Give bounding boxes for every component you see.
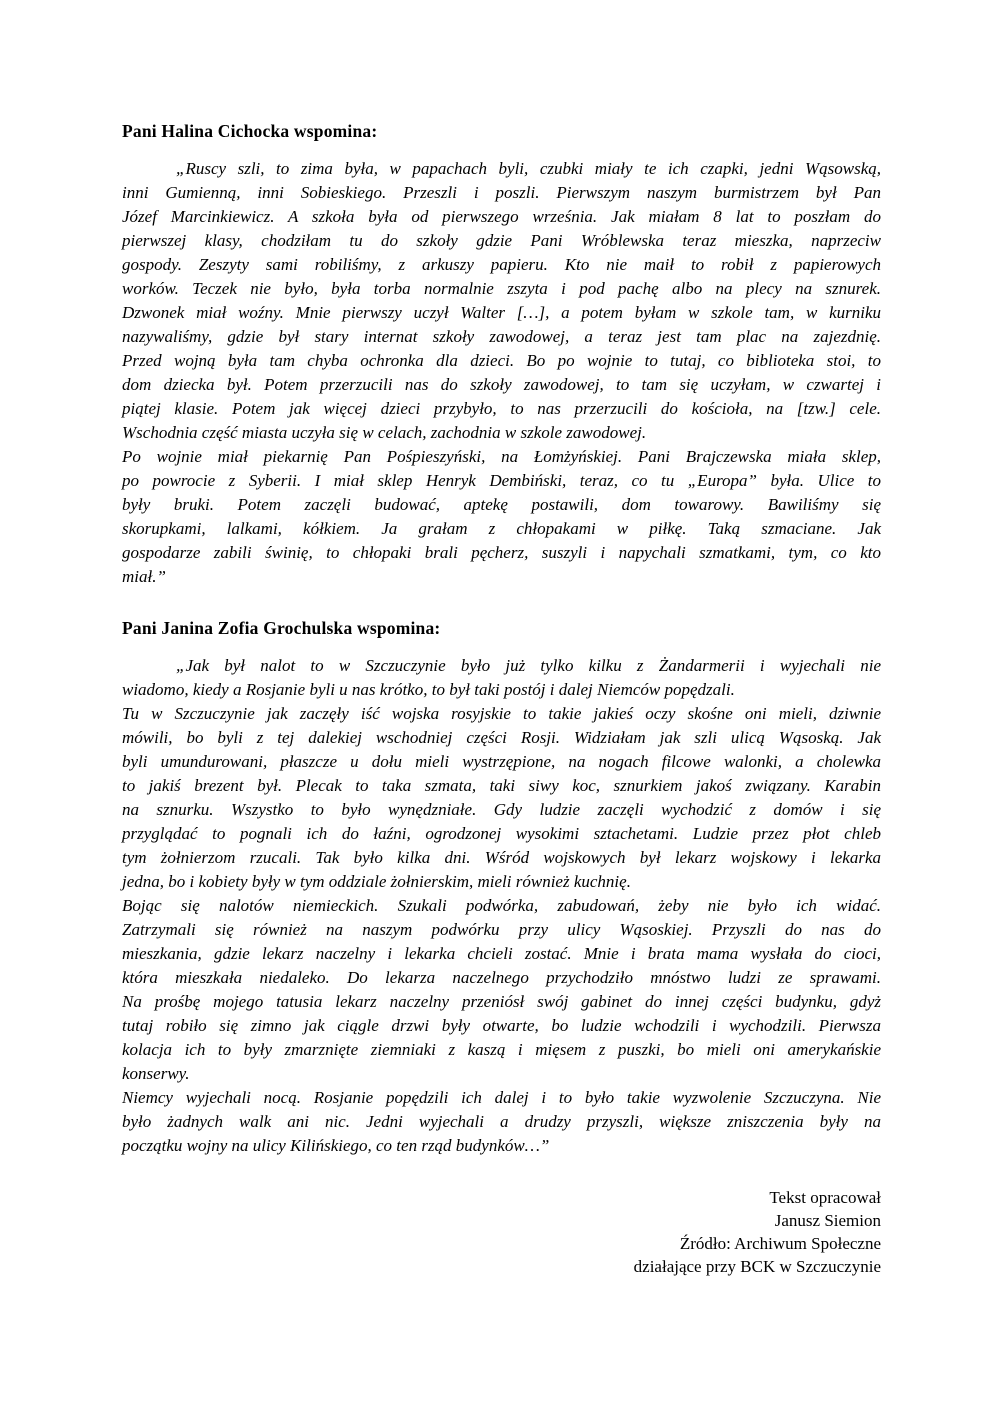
text-line: Niemcy wyjechali nocą. Rosjanie popędzili ich dalej i to było takie wyzwolenie Szczuczyna. Nie bbox=[122, 1088, 881, 1107]
credit-line: Janusz Siemion bbox=[774, 1211, 881, 1230]
text-line: jedna, bo i kobiety były w tym oddziale żołnierskim, mieli również kuchnię. bbox=[122, 872, 631, 891]
text-line: mówili, bo byli z tej dalekiej wschodniej części Rosji. Widziałam jak szli ulicą Wąsoską. Jak bbox=[122, 728, 881, 747]
text-line: piątej klasie. Potem jak więcej dzieci przybyło, to nas przerzucili do kościoła, na [tzw.] cele. bbox=[122, 399, 881, 418]
text-line: Wschodnia część miasta uczyła się w celach, zachodnia w szkole zawodowej. bbox=[122, 423, 647, 442]
text-line: to jakiś brezent był. Plecak to taka szmata, taki siwy koc, sznurkiem jakoś związany. Karabin bbox=[122, 776, 881, 795]
testimony-body bbox=[122, 654, 881, 1158]
text-line: Przed wojną była tam chyba ochronka dla dzieci. Bo po wojnie to tutaj, co biblioteka stoi, to bbox=[122, 351, 881, 370]
text-line: nazywaliśmy, gdzie był stary internat szkoły zawodowej, a teraz jest tam plac na zajezdnię. bbox=[122, 327, 881, 346]
text-line: mieszkania, gdzie lekarz naczelny i lekarka chcieli zostać. Mnie i brata mama wysłała do cioci, bbox=[122, 944, 881, 963]
testimony-section-janina-grochulska bbox=[122, 617, 881, 1158]
text-line: skorupkami, lalkami, kółkiem. Ja grałam z chłopakami w piłkę. Taką szmaciane. Jak bbox=[122, 519, 881, 538]
text-line: pierwszej klasy, chodziłam tu do szkoły gdzie Pani Wróblewska teraz mieszka, naprzeciw bbox=[122, 231, 881, 250]
text-line: Dzwonek miał woźny. Mnie pierwszy uczył Walter […], a potem byłam w szkole tam, w kurniku bbox=[122, 303, 881, 322]
text-line: na sznurku. Wszystko to było wynędzniałe. Gdy ludzie zaczęli wychodzić z domów i się bbox=[122, 800, 881, 819]
text-line: wiadomo, kiedy a Rosjanie byli u nas krótko, to był taki postój i dalej Niemców popędzali. bbox=[122, 680, 735, 699]
text-line: „Jak był nalot to w Szczuczynie było już tylko kilku z Żandarmerii i wyjechali nie bbox=[176, 656, 881, 675]
text-line: miał.” bbox=[122, 567, 166, 586]
credits-block bbox=[122, 1186, 881, 1278]
text-line: tym żołnierzom rzucali. Tak było kilka dni. Wśród wojskowych był lekarz wojskowy i lekarka bbox=[122, 848, 881, 867]
text-line: byli umundurowani, płaszcze u dołu mieli wystrzępione, na nogach filcowe walonki, a cholewka bbox=[122, 752, 881, 771]
text-line: gospody. Zeszyty sami robiliśmy, z arkuszy papieru. Kto nie maił to robił z papierowych bbox=[122, 255, 881, 274]
testimony-section-halina-cichocka bbox=[122, 120, 881, 589]
testimony-body bbox=[122, 157, 881, 589]
text-line: Tu w Szczuczynie jak zaczęły iść wojska rosyjskie to takie jakieś oczy skośne oni mieli, dziwnie bbox=[122, 704, 881, 723]
text-line: Józef Marcinkiewicz. A szkoła była od pierwszego września. Jak miałam 8 lat to poszłam do bbox=[122, 207, 881, 226]
text-line: Bojąc się nalotów niemieckich. Szukali podwórka, zabudowań, żeby nie było ich widać. bbox=[122, 896, 881, 915]
text-line: Na prośbę mojego tatusia lekarz naczelny przeniósł swój gabinet do innej części budynku, gdyż bbox=[122, 992, 881, 1011]
credit-line: działające przy BCK w Szczuczynie bbox=[633, 1257, 881, 1276]
text-line: tutaj robiło się zimno jak ciągle drzwi były otwarte, bo ludzie wchodzili i wychodzili. Pierwsza bbox=[122, 1016, 881, 1035]
text-line: Po wojnie miał piekarnię Pan Pośpieszyński, na Łomżyńskiej. Pani Brajczewska miała sklep, bbox=[122, 447, 881, 466]
testimony-heading: Pani Halina Cichocka wspomina: bbox=[122, 121, 378, 141]
text-line: przyglądać to pognali ich do łaźni, ogrodzonej wysokimi sztachetami. Ludzie przez płot chleb bbox=[122, 824, 881, 843]
credit-line: Tekst opracował bbox=[769, 1188, 881, 1207]
text-line: konserwy. bbox=[122, 1064, 190, 1083]
text-line: inni Gumienną, inni Sobieskiego. Przeszli i poszli. Pierwszym naszym burmistrzem był Pan bbox=[122, 183, 881, 202]
text-line: było żadnych walk ani nic. Jedni wyjechali a drudzy przyszli, większe zniszczenia były na bbox=[122, 1112, 881, 1131]
text-line: były bruki. Potem zaczęli budować, aptekę postawili, dom towarowy. Bawiliśmy się bbox=[122, 495, 881, 514]
text-line: Zatrzymali się również na naszym podwórku przy ulicy Wąsoskiej. Przyszli do nas do bbox=[122, 920, 881, 939]
text-line: gospodarze zabili świnię, to chłopaki brali pęcherz, suszyli i napychali szmatkami, tym, co kto bbox=[122, 543, 881, 562]
text-line: dom dziecka był. Potem przerzucili nas do szkoły zawodowej, to tam się uczyłam, w czwartej i bbox=[122, 375, 881, 394]
text-line: początku wojny na ulicy Kilińskiego, co ten rząd budynków…” bbox=[122, 1136, 550, 1155]
testimony-heading: Pani Janina Zofia Grochulska wspomina: bbox=[122, 618, 441, 638]
text-line: „Ruscy szli, to zima była, w papachach byli, czubki miały te ich czapki, jedni Wąsowską, bbox=[176, 159, 881, 178]
text-line: worków. Teczek nie było, była torba normalnie zszyta i pod pachę albo na plecy na sznurek. bbox=[122, 279, 881, 298]
credit-line: Źródło: Archiwum Społeczne bbox=[679, 1234, 881, 1253]
text-line: kolacja ich to były zmarznięte ziemniaki z kaszą i mięsem z puszki, bo mieli oni amerykańskie bbox=[122, 1040, 881, 1059]
text-line: która mieszkała niedaleko. Do lekarza naczelnego przychodziło mnóstwo ludzi ze sprawami. bbox=[122, 968, 881, 987]
text-line: po powrocie z Syberii. I miał sklep Henryk Dembiński, teraz, co tu „Europa” była. Ulice to bbox=[122, 471, 881, 490]
